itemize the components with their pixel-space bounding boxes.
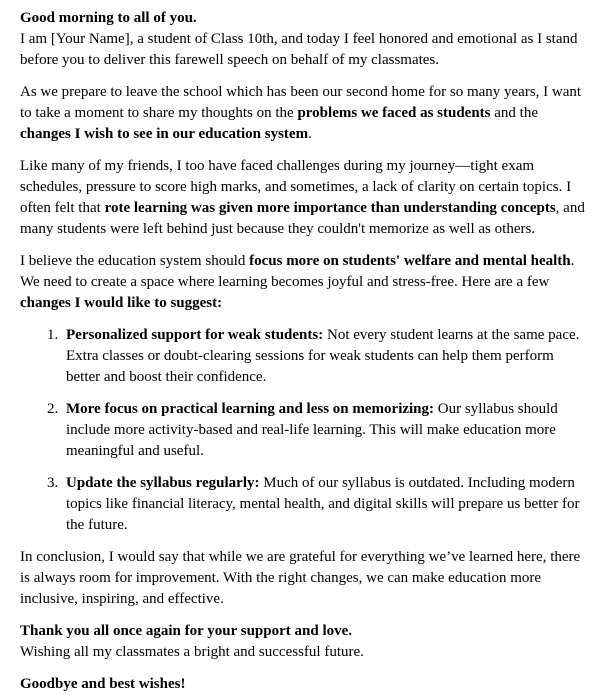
suggestion-text: Much of our syllabus is outdated. Including modern topics like financial literacy, mental health, and digital skills will prepare us better for the future. bbox=[66, 475, 580, 533]
bold-text: changes I wish to see in our education system bbox=[20, 126, 309, 142]
intro-text: I am [Your Name], a student of Class 10th, and today I feel honored and emotional as I stand before you to deliver this farewell speech on behalf of my classmates. bbox=[20, 31, 578, 68]
text: . bbox=[308, 126, 312, 142]
bold-text: changes I would like to suggest: bbox=[20, 295, 223, 311]
text: Like many of my friends, I too have faced challenges during my journey—tight exam schedules, pressure to score high marks, and sometimes, a lack of clarity on certain topics. I often felt that bbox=[20, 158, 572, 216]
list-item bbox=[62, 325, 591, 388]
text: and the bbox=[490, 105, 538, 121]
greeting: Good morning to all of you. bbox=[20, 10, 197, 26]
text: , and many students were left behind just because they couldn't memorize as well as others. bbox=[20, 200, 585, 237]
paragraph-challenges bbox=[20, 156, 591, 240]
suggestion-title: Update the syllabus regularly: bbox=[66, 475, 260, 491]
list-item bbox=[62, 473, 591, 536]
opening-paragraph bbox=[20, 8, 591, 71]
bold-text: rote learning was given more importance than understanding concepts bbox=[104, 200, 556, 216]
bold-text: problems we faced as students bbox=[297, 105, 491, 121]
wishes-text: Wishing all my classmates a bright and successful future. bbox=[20, 644, 364, 660]
text: . We need to create a space where learning becomes joyful and stress-free. Here are a few bbox=[20, 253, 575, 290]
paragraph-problems bbox=[20, 82, 591, 145]
bold-text: focus more on students' welfare and mental health bbox=[249, 253, 571, 269]
conclusion-paragraph: In conclusion, I would say that while we are grateful for everything we’ve learned here, there is always room for improvement. With the right changes, we can make education more inclusive, inspiring, and effective. bbox=[20, 549, 581, 607]
suggestion-text: Our syllabus should include more activity-based and real-life learning. This will make education more meaningful and useful. bbox=[66, 401, 558, 459]
thanks-text: Thank you all once again for your support and love. bbox=[20, 623, 353, 639]
goodbye-paragraph bbox=[20, 674, 591, 695]
thanks-paragraph bbox=[20, 621, 591, 663]
suggestion-title: Personalized support for weak students: bbox=[66, 327, 324, 343]
suggestion-text: Not every student learns at the same pace. Extra classes or doubt-clearing sessions for weak students can help them perform better and boost their confidence. bbox=[66, 327, 580, 385]
paragraph-beliefs bbox=[20, 251, 591, 314]
goodbye-text: Goodbye and best wishes! bbox=[20, 676, 186, 692]
text: I believe the education system should bbox=[20, 253, 250, 269]
suggestion-title: More focus on practical learning and less on memorizing: bbox=[66, 401, 435, 417]
list-item bbox=[62, 399, 591, 462]
text: As we prepare to leave the school which has been our second home for so many years, I want to take a moment to share my thoughts on the bbox=[20, 84, 582, 121]
suggestions-list bbox=[20, 325, 591, 536]
